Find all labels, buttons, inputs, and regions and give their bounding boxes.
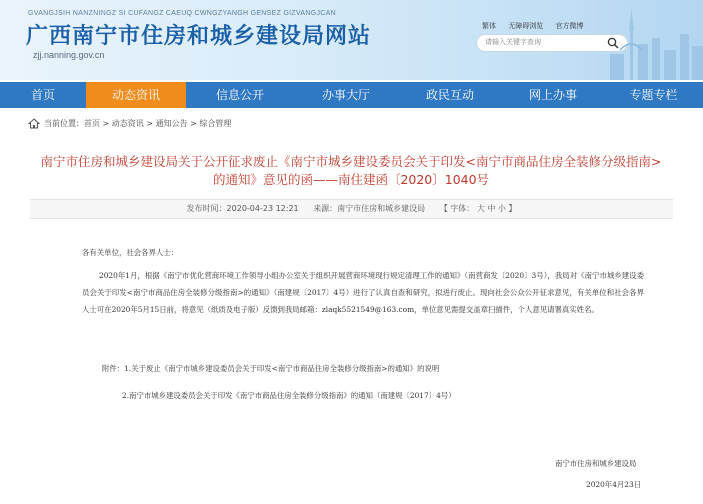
publish-time: 发布时间：2020-04-23 12:21 <box>186 204 299 213</box>
site-name-english: GVANGJSIH NANZNINGZ SI CUFANGZ CAEUQ CWNGZYANGH GENSEZ GIZVANGJCAN <box>28 10 336 17</box>
attachment-link-2[interactable]: 2.南宁市城乡建设委员会关于印发《南宁市商品住房全装修分级指南》的通知（南建规〔2017〕4号） <box>122 391 456 400</box>
nav-item-info-disclosure[interactable]: 信息公开 <box>215 88 264 102</box>
site-header <box>0 0 703 80</box>
nav-item-news[interactable]: 动态资讯 <box>86 82 186 108</box>
article-salutation: 各有关单位，社会各界人士： <box>82 248 179 257</box>
nav-item-special-topics[interactable]: 专题专栏 <box>629 88 678 102</box>
article-source: 来源：南宁市住房和城乡建设局 <box>313 204 426 213</box>
nav-item-home[interactable]: 首页 <box>30 88 55 102</box>
article-main-paragraph: 2020年1月，根据《南宁市优化营商环境工作领导小组办公室关于组织开展营商环境现行规定清理工作的通知》（南营商发〔2020〕3号），我局对《南宁市城乡建设委员会关于印发<南宁市商品住房全装修分级指南>的通知》（南建规〔2017〕4号）进行了认真自查和研究，拟进行废止。现向社会公众公开征求意见，有关单位和社会各界人士可在2020年5月15日前，将意见（纸质及电子版）反馈到我局邮箱：zlaqk5521549@163.com，单位意见需提交盖章扫描件，个人意见请署真实姓名。 <box>82 271 644 314</box>
top-links <box>482 21 593 31</box>
location-home-icon <box>28 118 40 129</box>
nav-item-online-service[interactable]: 网上办事 <box>528 88 577 102</box>
link-accessibility[interactable]: 无障碍浏览 <box>508 22 544 30</box>
link-weibo[interactable]: 官方微博 <box>555 22 584 30</box>
nav-item-interaction[interactable]: 政民互动 <box>425 88 474 102</box>
breadcrumb <box>28 118 231 129</box>
link-traditional[interactable]: 繁体 <box>482 22 496 30</box>
article-meta <box>30 199 673 219</box>
site-title[interactable]: 广西南宁市住房和城乡建设局网站 <box>26 24 372 49</box>
nav-item-service-hall[interactable]: 办事大厅 <box>321 88 370 102</box>
search-input[interactable] <box>485 38 595 46</box>
breadcrumb-text[interactable]: 当前位置：首页 > 动态资讯 > 通知公告 > 综合管理 <box>44 119 232 128</box>
article-title: 南宁市住房和城乡建设局关于公开征求废止《南宁市城乡建设委员会关于印发<南宁市商品住房全装修分级指南>的通知》意见的函——南住建函〔2020〕1040号 <box>40 154 662 187</box>
skyline-illustration-icon <box>600 0 703 80</box>
site-domain: zjj.nanning.gov.cn <box>33 50 105 60</box>
main-nav <box>0 82 703 108</box>
article-signature: 南宁市住房和城乡建设局 <box>555 459 637 468</box>
article-date: 2020年4月23日 <box>586 480 642 489</box>
font-size-switcher[interactable]: 【 字体： 大 中 小 】 <box>439 204 517 213</box>
attachment-link-1[interactable]: 附件：1.关于废止《南宁市城乡建设委员会关于印发<南宁市商品住房全装修分级指南>的通知》的说明 <box>102 364 440 373</box>
